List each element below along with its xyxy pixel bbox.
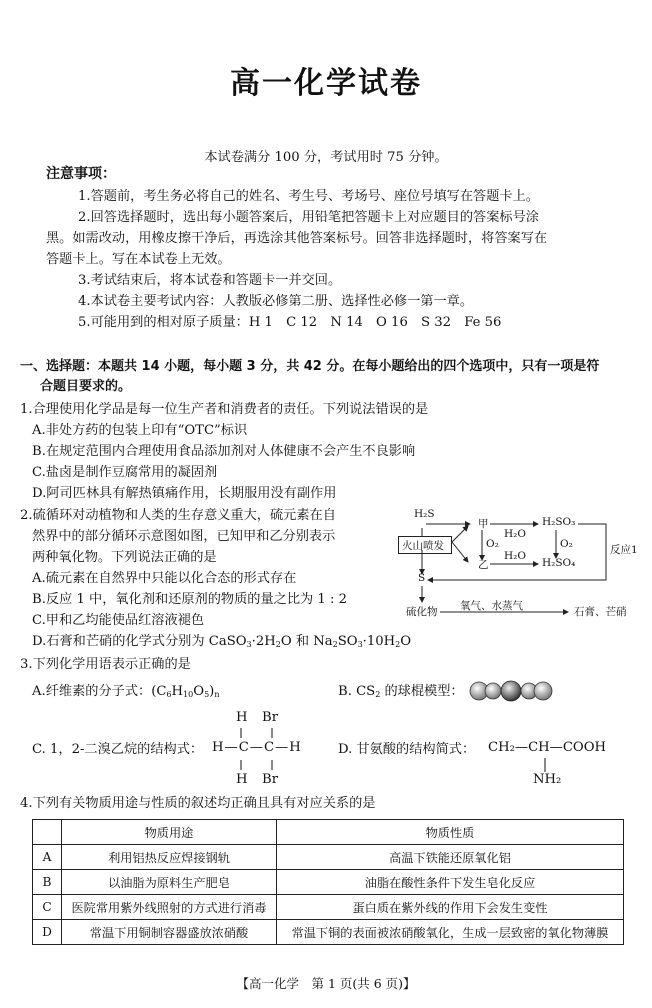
c-top-br: Br [262, 710, 278, 725]
label-oxygen-water: 氧气、水蒸气 [460, 600, 523, 612]
note-2-end: 答题卡上。写在本试卷上无效。 [46, 252, 231, 267]
table-row [33, 870, 624, 895]
q1-option-b: B.在规定范围内合理使用食品添加剂对人体健康不会产生不良影响 [32, 444, 416, 459]
label-gypsum: 石膏、芒硝 [574, 606, 627, 618]
label-sulfide: 硫化物 [406, 606, 438, 618]
q2-option-a: A.硫元素在自然界中只能以化合态的形式存在 [32, 571, 297, 586]
table-cell: 常温下铜的表面被浓硝酸氧化，生成一层致密的氧化物薄膜 [277, 920, 624, 945]
q2-stem-1: 2.硫循环对动植物和人类的生存意义重大，硫元素在自 [20, 508, 336, 523]
table-row [33, 845, 624, 870]
c-bottom-h: H [236, 772, 248, 787]
glycine-formula: CH₂—CH—COOH [488, 740, 607, 755]
label-yi: 乙 [478, 559, 489, 571]
table-header-cell: 物质性质 [277, 820, 624, 845]
label-h2s: H₂S [414, 508, 435, 520]
q4-stem: 4.下列有关物质用途与性质的叙述均正确且具有对应关系的是 [20, 796, 376, 811]
glycine-nh2: NH₂ [533, 772, 562, 787]
table-header-cell [33, 820, 62, 845]
q3-stem: 3.下列化学用语表示正确的是 [20, 657, 191, 672]
table-cell: 医院常用紫外线照射的方式进行消毒 [62, 895, 277, 920]
label-h2so3: H₂SO₃ [542, 516, 576, 528]
section1-heading-cont: 合题目要求的。 [40, 379, 132, 394]
page-footer: 【高一化学 第 1 页(共 6 页)】 [236, 976, 416, 991]
table-cell: D [33, 920, 62, 945]
notes-heading: 注意事项： [46, 166, 116, 182]
table-cell: 利用铝热反应焊接钢轨 [62, 845, 277, 870]
label-volcano: 火山喷发 [402, 540, 444, 552]
table-cell: C [33, 895, 62, 920]
page-title: 高一化学试卷 [230, 66, 422, 101]
label-s: S [418, 572, 426, 584]
note-4: 4.本试卷主要考试内容：人教版必修第二册、选择性必修一第一章。 [78, 294, 474, 309]
table-row [33, 920, 624, 945]
q3-option-d-label: D. 甘氨酸的结构简式： [338, 742, 476, 757]
label-h2o-2: H₂O [504, 550, 526, 562]
table-header-cell: 物质用途 [62, 820, 277, 845]
q2-option-d: D.石膏和芒硝的化学式分别为 $CaSO_3\cdot 2H_2O$ 和 $Na_2SO_3\cdot 10H_2O$ [32, 634, 412, 649]
note-5: 5.可能用到的相对原子质量：H 1 C 12 N 14 O 16 S 32 Fe 56 [78, 315, 502, 330]
c-top-h: H [236, 710, 248, 725]
table-cell: A [33, 845, 62, 870]
c-bottom-br: Br [262, 772, 278, 787]
note-1: 1.答题前，考生务必将自己的姓名、考生号、考场号、座位号填写在答题卡上。 [78, 189, 539, 204]
q2-stem-3: 两种氧化物。下列说法正确的是 [32, 550, 217, 565]
c-structural-row: H—C—C—H [212, 740, 302, 755]
table-cell: B [33, 870, 62, 895]
table-cell: 常温下用铜制容器盛放浓硝酸 [62, 920, 277, 945]
note-3: 3.考试结束后，将本试卷和答题卡一并交回。 [78, 273, 342, 288]
q1-stem: 1.合理使用化学品是每一位生产者和消费者的责任。下列说法错误的是 [20, 402, 429, 417]
q2-option-b: B.反应 1 中，氧化剂和还原剂的物质的量之比为 1 : 2 [32, 592, 348, 607]
q4-table [32, 819, 624, 945]
q1-option-a: A.非处方药的包装上印有“OTC”标识 [32, 423, 248, 438]
table-header-row [33, 820, 624, 845]
c-vertical-bonds [230, 726, 290, 774]
label-h2so4: H₂SO₄ [542, 557, 576, 569]
table-row [33, 895, 624, 920]
q2-stem-2: 然界中的部分循环示意图如图，已知甲和乙分别表示 [32, 529, 336, 544]
table-cell: 高温下铁能还原氧化铝 [277, 845, 624, 870]
exam-info: 本试卷满分 100 分，考试用时 75 分钟。 [204, 150, 448, 165]
label-jia: 甲 [478, 518, 489, 530]
q1-option-d: D.阿司匹林具有解热镇痛作用，长期服用没有副作用 [32, 486, 337, 501]
table-cell: 以油脂为原料生产肥皂 [62, 870, 277, 895]
label-reaction1: 反应1 [610, 544, 638, 556]
sulfur-cycle-diagram [398, 502, 642, 622]
label-h2o-1: H₂O [504, 528, 526, 540]
note-2: 2.回答选择题时，选出每小题答案后，用铅笔把答题卡上对应题目的答案标号涂 [78, 210, 539, 225]
table-cell: 蛋白质在紫外线的作用下会发生变性 [277, 895, 624, 920]
note-2-cont: 黑。如需改动，用橡皮擦干净后，再选涂其他答案标号。回答非选择题时，将答案写在 [46, 231, 548, 246]
label-o2-1: O₂ [486, 538, 499, 550]
q3-option-a: A.纤维素的分子式：$(C_6H_{10}O_5)_n$ [32, 684, 220, 699]
q1-option-c: C.盐卤是制作豆腐常用的凝固剂 [32, 465, 218, 480]
q3-option-b: B. $CS_2$ 的球棍模型： [338, 684, 464, 699]
cs2-ball-stick-model [466, 680, 556, 702]
q2-option-c: C.甲和乙均能使品红溶液褪色 [32, 613, 205, 628]
section1-heading: 一、选择题：本题共 14 小题，每小题 3 分，共 42 分。在每小题给出的四个选项中，只有一项是符 [20, 359, 600, 374]
table-cell: 油脂在酸性条件下发生皂化反应 [277, 870, 624, 895]
q3-option-c-label: C. 1，2-二溴乙烷的结构式： [32, 742, 204, 757]
label-o2-2: O₂ [560, 538, 573, 550]
